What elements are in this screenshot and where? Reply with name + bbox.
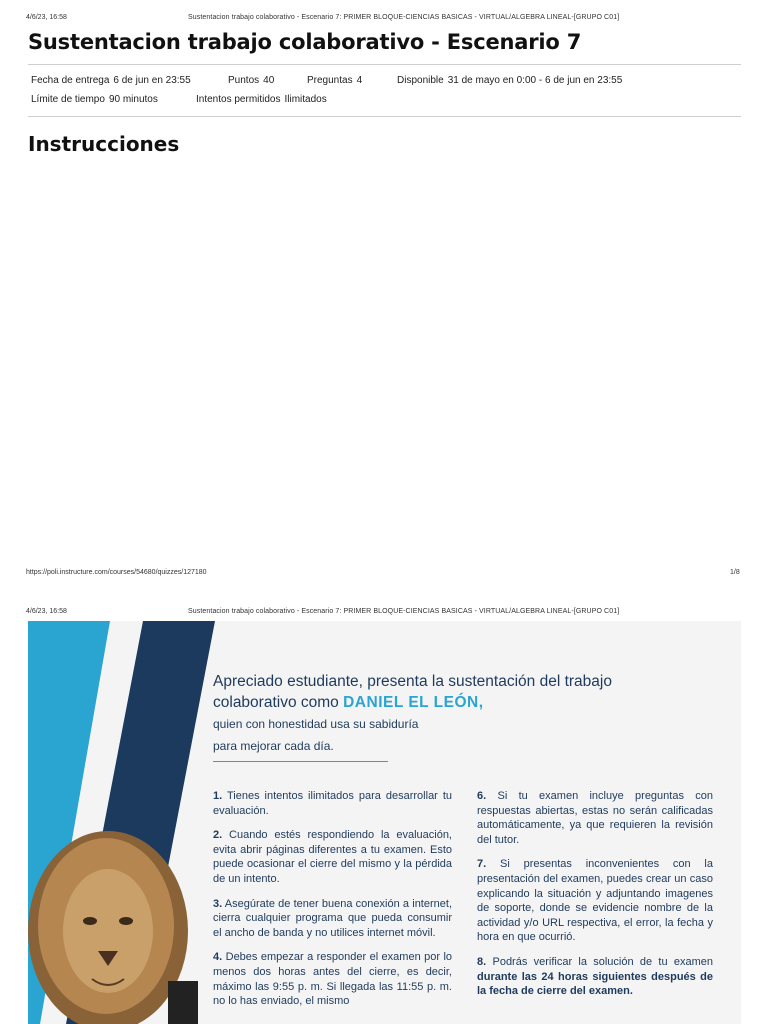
points-value: 40	[263, 75, 275, 86]
time-limit-label: Límite de tiempo	[31, 94, 105, 105]
questions-value: 4	[356, 75, 363, 86]
questions	[307, 75, 362, 86]
instruction-item: 2. Cuando estés respondiendo la evaluación, evita abrir páginas diferentes a tu examen. Esto puede ocasionar el cierre del mismo y la pérdida de un intento.	[213, 829, 452, 885]
time-limit	[31, 94, 158, 105]
divider	[28, 64, 741, 65]
due-label: Fecha de entrega	[31, 75, 110, 86]
instruction-item: 3. Asegúrate de tener buena conexión a internet, cierra cualquier programa que pueda consumir el ancho de banda y no utilices internet móvil.	[213, 897, 452, 939]
headline-text: Apreciado estudiante, presenta la sustentación del trabajo colaborativo como	[213, 673, 612, 711]
attempts-label: Intentos permitidos	[196, 94, 281, 105]
poster-subline: quien con honestidad usa su sabiduría	[213, 717, 419, 731]
subline-underline	[213, 761, 388, 762]
available-label: Disponible	[397, 75, 444, 86]
print-timestamp: 4/6/23, 16:58	[26, 14, 67, 21]
page-number: 1/8	[730, 569, 740, 576]
print-url[interactable]: https://poli.instructure.com/courses/54680/quizzes/127180	[26, 569, 207, 576]
availability	[397, 75, 622, 86]
lion-icon	[28, 821, 198, 1024]
time-limit-value: 90 minutos	[108, 94, 158, 105]
points-label: Puntos	[228, 75, 260, 86]
print-page-title: Sustentacion trabajo colaborativo - Escenario 7: PRIMER BLOQUE-CIENCIAS BASICAS - VIRTUAL/ALGEBRA LINEAL-[GRUPO C01]	[188, 14, 620, 21]
instruction-item: 7. Si presentas inconvenientes con la presentación del examen, puedes crear un caso explicando la situación y adjuntando imagenes de soporte, donde se evidencie nombre de la actividad y/o URL respectiva, el error, la fecha y hora en que ocurrió.	[477, 858, 713, 944]
available-value: 31 de mayo en 0:00 - 6 de jun en 23:55	[447, 75, 623, 86]
instructions-poster	[28, 621, 741, 1024]
headline-highlight: DANIEL EL LEÓN,	[343, 694, 484, 711]
attempts	[196, 94, 327, 105]
quiz-title: Sustentacion trabajo colaborativo - Escenario 7	[28, 30, 582, 54]
instruction-item: 8. Podrás verificar la solución de tu examen durante las 24 horas siguientes después de la fecha de cierre del examen.	[477, 955, 713, 998]
poster-subline: para mejorar cada día.	[213, 739, 334, 753]
print-page-title: Sustentacion trabajo colaborativo - Escenario 7: PRIMER BLOQUE-CIENCIAS BASICAS - VIRTUAL/ALGEBRA LINEAL-[GRUPO C01]	[188, 608, 620, 615]
print-header	[0, 14, 768, 28]
instructions-left-column	[213, 789, 452, 1019]
print-header	[0, 608, 768, 622]
points	[228, 75, 274, 86]
poster-headline	[213, 671, 613, 713]
questions-label: Preguntas	[307, 75, 353, 86]
attempts-value: Ilimitados	[284, 94, 327, 105]
instruction-item: 1. Tienes intentos ilimitados para desarrollar tu evaluación.	[213, 790, 452, 817]
instructions-heading: Instrucciones	[28, 132, 180, 156]
divider	[28, 116, 741, 117]
instruction-item: 6. Si tu examen incluye preguntas con respuestas abiertas, estas no serán calificadas automáticamente, ya que requieren la revisión del tutor.	[477, 790, 713, 846]
due-value: 6 de jun en 23:55	[113, 75, 191, 86]
instructions-right-column	[477, 789, 713, 1009]
print-timestamp: 4/6/23, 16:58	[26, 608, 67, 615]
instruction-item: 4. Debes empezar a responder el examen por lo menos dos horas antes del cierre, es decir, máximo las 9:55 p. m. Si llegada las 11:55 p. m. no lo has enviado, el mismo	[213, 951, 453, 1008]
due-date	[31, 75, 191, 86]
